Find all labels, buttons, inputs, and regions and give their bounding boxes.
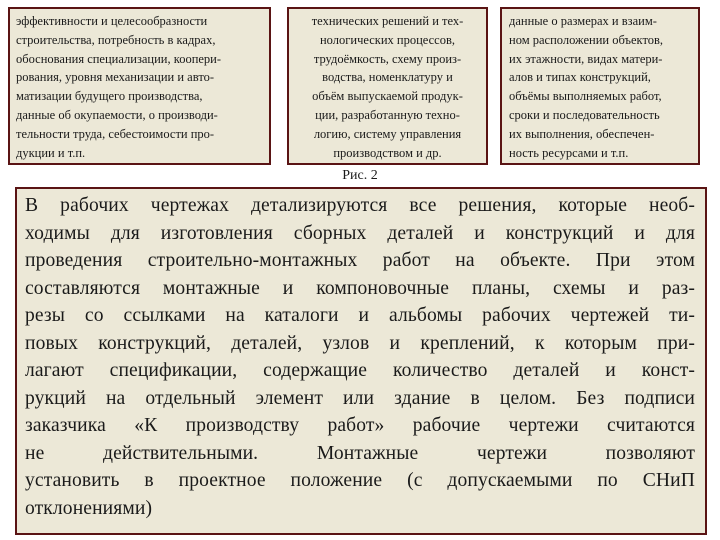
main-text-block [15, 187, 707, 535]
main-line: проведения строительно-монтажных работ на объекте. При этом [25, 250, 695, 271]
main-line: не действительными. Монтажные чертежи позволяют [25, 442, 695, 464]
main-line: лагают спецификации, содержащие количество деталей и конст- [25, 360, 695, 381]
main-line: рукций на отдельный элемент или здание в целом. Без подписи [25, 387, 695, 409]
text-box-objects-text: данные о размерах и взаим- ном расположении объектов, их этажности, видах матери- алов и типах конструкций, объёмы выполняемых работ, сроки и последовательность их выполнения, обеспечен- ность ресурсами и т.п. [509, 14, 664, 160]
text-box-technology [287, 7, 488, 165]
main-line: резы со ссылками на каталоги и альбомы рабочих чертежей ти- [25, 305, 695, 326]
text-box-efficiency [8, 7, 271, 165]
text-box-objects [500, 7, 700, 165]
main-line: составляются монтажные и компоновочные планы, схемы и раз- [25, 277, 695, 299]
text-box-efficiency-text: эффективности и целесообразности строительства, потребность в кадрах, обоснования специализации, коопери- рования, уровня механизации и авто- матизации будущего производства, данные об окупаемости, о производи- тельности труда, себестоимости про- дукции и т.п. [16, 14, 222, 160]
main-line: установить в проектное положение (с допускаемыми по СНиП [25, 470, 695, 491]
main-line: повых конструкций, деталей, узлов и креплений, к которым при- [25, 332, 695, 354]
text-box-technology-text: технических решений и тех- нологических процессов, трудоёмкость, схему произ- водства, номенклатуру и объём выпускаемой продук- ции, разработанную техно- логию, систему управления производством и др. [311, 14, 464, 160]
figure-caption: Рис. 2 [342, 168, 378, 183]
main-line: В рабочих чертежах детализируются все решения, которые необ- [25, 195, 695, 216]
main-line: ходимы для изготовления сборных деталей и конструкций и для [25, 222, 695, 244]
main-line: заказчика «К производству работ» рабочие чертежи считаются [25, 415, 695, 436]
main-line-last: отклонениями) [25, 497, 153, 519]
